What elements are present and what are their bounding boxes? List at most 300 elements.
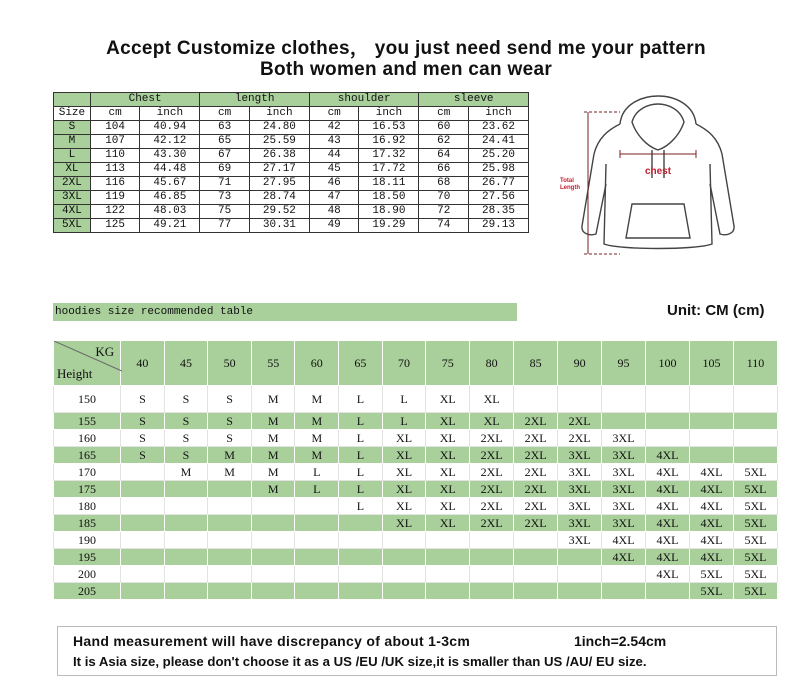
- size-cell: [121, 583, 165, 600]
- size-cell: 3XL: [558, 532, 602, 549]
- size-cell: M: [295, 430, 339, 447]
- size-cell: [602, 566, 646, 583]
- size-cell: [646, 413, 690, 430]
- size-cell: M: [208, 447, 252, 464]
- size-cell: 2XL: [514, 498, 558, 515]
- table-row: [54, 135, 529, 149]
- size-cell: [251, 566, 295, 583]
- size-cell: 2XL: [514, 481, 558, 498]
- size-cell: [339, 583, 383, 600]
- weight-header: 70: [382, 341, 426, 386]
- size-cell: [602, 583, 646, 600]
- size-value: 113: [90, 163, 140, 177]
- size-value: 45.67: [140, 177, 200, 191]
- size-cell: 4XL: [689, 464, 733, 481]
- size-cell: [295, 532, 339, 549]
- size-cell: L: [339, 413, 383, 430]
- size-cell: M: [295, 386, 339, 413]
- size-cell: 3XL: [558, 464, 602, 481]
- size-value: 26.77: [468, 177, 528, 191]
- size-group-header: shoulder: [309, 93, 419, 107]
- size-cell: L: [382, 413, 426, 430]
- height-value: 170: [54, 464, 121, 481]
- size-cell: [251, 532, 295, 549]
- size-value: 122: [90, 205, 140, 219]
- size-cell: S: [164, 413, 208, 430]
- table-row: [54, 481, 778, 498]
- size-chart-table: [53, 92, 529, 233]
- total-length-label: Total: [560, 178, 574, 184]
- note-discrepancy: Hand measurement will have discrepancy of about 1-3cm: [73, 633, 471, 649]
- size-cell: [514, 386, 558, 413]
- weight-header: 90: [558, 341, 602, 386]
- size-group-header: Chest: [90, 93, 200, 107]
- size-cell: 3XL: [558, 447, 602, 464]
- size-cell: XL: [426, 447, 470, 464]
- size-cell: XL: [426, 498, 470, 515]
- size-cell: [602, 386, 646, 413]
- size-name: M: [54, 135, 91, 149]
- height-value: 180: [54, 498, 121, 515]
- size-group-header: sleeve: [419, 93, 529, 107]
- size-cell: L: [339, 447, 383, 464]
- size-cell: M: [295, 413, 339, 430]
- table-row: [54, 515, 778, 532]
- size-value: 47: [309, 191, 359, 205]
- size-value: 46: [309, 177, 359, 191]
- table-row: [54, 549, 778, 566]
- size-cell: XL: [426, 464, 470, 481]
- size-cell: [426, 532, 470, 549]
- size-value: 44: [309, 149, 359, 163]
- weight-header: 65: [339, 341, 383, 386]
- table-row: [54, 532, 778, 549]
- size-cell: M: [164, 464, 208, 481]
- size-cell: S: [208, 430, 252, 447]
- size-cell: [121, 532, 165, 549]
- size-cell: L: [339, 430, 383, 447]
- size-value: 28.74: [249, 191, 309, 205]
- size-cell: [164, 515, 208, 532]
- table-row: [54, 205, 529, 219]
- page-subtitle: Both women and men can wear: [259, 59, 553, 80]
- height-value: 175: [54, 481, 121, 498]
- size-value: 40.94: [140, 121, 200, 135]
- size-cell: [514, 583, 558, 600]
- height-label: Height: [57, 366, 93, 381]
- size-value: 45: [309, 163, 359, 177]
- size-cell: 5XL: [689, 583, 733, 600]
- size-name: S: [54, 121, 91, 135]
- unit-header: inch: [249, 107, 309, 121]
- size-cell: [733, 447, 777, 464]
- size-cell: 5XL: [733, 549, 777, 566]
- size-cell: [208, 583, 252, 600]
- size-cell: 4XL: [689, 481, 733, 498]
- total-length-label-2: Length: [560, 185, 580, 191]
- size-cell: [733, 430, 777, 447]
- size-value: 46.85: [140, 191, 200, 205]
- size-cell: L: [295, 481, 339, 498]
- size-recommendation-table: [53, 340, 778, 600]
- size-cell: [382, 532, 426, 549]
- size-cell: XL: [426, 386, 470, 413]
- size-value: 49: [309, 219, 359, 233]
- height-value: 190: [54, 532, 121, 549]
- unit-header: cm: [90, 107, 140, 121]
- size-cell: [646, 386, 690, 413]
- size-value: 30.31: [249, 219, 309, 233]
- size-value: 16.92: [359, 135, 419, 149]
- size-cell: M: [208, 464, 252, 481]
- size-cell: [514, 549, 558, 566]
- size-cell: 2XL: [514, 515, 558, 532]
- size-cell: [689, 413, 733, 430]
- size-cell: M: [251, 447, 295, 464]
- size-cell: L: [382, 386, 426, 413]
- hoodie-icon: [560, 94, 756, 262]
- weight-header: 55: [251, 341, 295, 386]
- size-cell: L: [339, 386, 383, 413]
- size-cell: [382, 583, 426, 600]
- recommended-table-title: hoodies size recommended table: [53, 303, 517, 321]
- size-cell: 4XL: [646, 566, 690, 583]
- size-cell: 2XL: [470, 447, 514, 464]
- size-cell: [208, 549, 252, 566]
- size-cell: 4XL: [646, 515, 690, 532]
- size-cell: S: [208, 413, 252, 430]
- size-cell: [558, 566, 602, 583]
- weight-header: 100: [646, 341, 690, 386]
- unit-header: cm: [419, 107, 469, 121]
- size-value: 77: [200, 219, 250, 233]
- size-cell: 4XL: [689, 549, 733, 566]
- height-value: 185: [54, 515, 121, 532]
- size-cell: [164, 532, 208, 549]
- size-cell: [251, 583, 295, 600]
- size-cell: XL: [470, 413, 514, 430]
- size-cell: 3XL: [558, 515, 602, 532]
- size-cell: [602, 413, 646, 430]
- table-row: [54, 177, 529, 191]
- size-cell: 4XL: [602, 549, 646, 566]
- weight-header: 80: [470, 341, 514, 386]
- size-cell: XL: [426, 515, 470, 532]
- table-row: [54, 386, 778, 413]
- height-value: 150: [54, 386, 121, 413]
- size-cell: 3XL: [602, 430, 646, 447]
- size-cell: XL: [382, 498, 426, 515]
- size-cell: [339, 532, 383, 549]
- size-cell: [295, 566, 339, 583]
- weight-header: 95: [602, 341, 646, 386]
- chest-label: chest: [644, 166, 672, 177]
- size-cell: XL: [382, 447, 426, 464]
- size-value: 104: [90, 121, 140, 135]
- kg-label: KG: [95, 344, 115, 359]
- size-cell: 5XL: [733, 464, 777, 481]
- height-value: 205: [54, 583, 121, 600]
- size-cell: 2XL: [470, 481, 514, 498]
- size-value: 43: [309, 135, 359, 149]
- size-value: 110: [90, 149, 140, 163]
- size-cell: 5XL: [733, 532, 777, 549]
- size-value: 28.35: [468, 205, 528, 219]
- size-cell: 2XL: [514, 447, 558, 464]
- size-value: 17.32: [359, 149, 419, 163]
- size-value: 27.56: [468, 191, 528, 205]
- size-cell: [426, 549, 470, 566]
- size-value: 67: [200, 149, 250, 163]
- size-cell: 3XL: [602, 515, 646, 532]
- weight-header: 60: [295, 341, 339, 386]
- size-cell: [208, 498, 252, 515]
- table-row: [54, 413, 778, 430]
- size-value: 25.59: [249, 135, 309, 149]
- size-value: 42: [309, 121, 359, 135]
- size-cell: [164, 566, 208, 583]
- note-asia-size: It is Asia size, please don't choose it as a US /EU /UK size,it is smaller than US /AU/ EU size.: [73, 654, 647, 669]
- size-cell: [121, 481, 165, 498]
- size-value: 107: [90, 135, 140, 149]
- size-cell: XL: [382, 430, 426, 447]
- size-value: 43.30: [140, 149, 200, 163]
- size-value: 119: [90, 191, 140, 205]
- size-value: 69: [200, 163, 250, 177]
- size-cell: [733, 413, 777, 430]
- size-value: 42.12: [140, 135, 200, 149]
- size-cell: [295, 498, 339, 515]
- size-cell: [558, 583, 602, 600]
- size-cell: 5XL: [733, 515, 777, 532]
- size-cell: [689, 447, 733, 464]
- size-cell: [121, 498, 165, 515]
- size-cell: S: [164, 386, 208, 413]
- size-cell: M: [251, 386, 295, 413]
- height-value: 160: [54, 430, 121, 447]
- size-cell: 4XL: [646, 447, 690, 464]
- size-cell: [646, 583, 690, 600]
- size-cell: M: [251, 430, 295, 447]
- size-name: L: [54, 149, 91, 163]
- size-cell: [164, 498, 208, 515]
- size-name: XL: [54, 163, 91, 177]
- size-cell: 2XL: [470, 498, 514, 515]
- size-value: 64: [419, 149, 469, 163]
- size-cell: [558, 386, 602, 413]
- height-value: 155: [54, 413, 121, 430]
- size-cell: [470, 583, 514, 600]
- weight-header: 110: [733, 341, 777, 386]
- size-name: 5XL: [54, 219, 91, 233]
- size-cell: 4XL: [602, 532, 646, 549]
- table-row: [54, 464, 778, 481]
- size-name: 3XL: [54, 191, 91, 205]
- size-cell: [251, 515, 295, 532]
- size-cell: 2XL: [470, 464, 514, 481]
- size-cell: 3XL: [602, 481, 646, 498]
- size-value: 73: [200, 191, 250, 205]
- size-cell: 5XL: [733, 498, 777, 515]
- size-cell: [295, 515, 339, 532]
- size-cell: M: [295, 447, 339, 464]
- size-value: 18.50: [359, 191, 419, 205]
- unit-header: inch: [359, 107, 419, 121]
- size-cell: [164, 549, 208, 566]
- size-value: 71: [200, 177, 250, 191]
- size-cell: S: [164, 447, 208, 464]
- table-row: [54, 219, 529, 233]
- unit-header: cm: [309, 107, 359, 121]
- size-cell: 4XL: [646, 549, 690, 566]
- table-row: [54, 430, 778, 447]
- unit-header: inch: [468, 107, 528, 121]
- size-cell: 2XL: [514, 430, 558, 447]
- size-cell: 2XL: [558, 413, 602, 430]
- size-cell: XL: [382, 464, 426, 481]
- size-cell: L: [339, 498, 383, 515]
- weight-header: 40: [121, 341, 165, 386]
- unit-header: cm: [200, 107, 250, 121]
- size-cell: 3XL: [602, 498, 646, 515]
- size-cell: M: [251, 413, 295, 430]
- size-value: 27.95: [249, 177, 309, 191]
- size-cell: L: [295, 464, 339, 481]
- size-cell: XL: [470, 386, 514, 413]
- size-cell: 3XL: [558, 481, 602, 498]
- size-value: 29.52: [249, 205, 309, 219]
- size-value: 62: [419, 135, 469, 149]
- size-cell: [208, 481, 252, 498]
- size-cell: [121, 549, 165, 566]
- size-cell: [339, 566, 383, 583]
- size-cell: 3XL: [602, 447, 646, 464]
- size-value: 18.90: [359, 205, 419, 219]
- size-cell: [339, 549, 383, 566]
- size-cell: [426, 583, 470, 600]
- size-value: 48.03: [140, 205, 200, 219]
- size-value: 70: [419, 191, 469, 205]
- size-cell: 4XL: [646, 498, 690, 515]
- size-name: 4XL: [54, 205, 91, 219]
- size-cell: [426, 566, 470, 583]
- size-cell: 2XL: [558, 430, 602, 447]
- size-cell: 5XL: [733, 566, 777, 583]
- size-cell: XL: [382, 481, 426, 498]
- size-value: 29.13: [468, 219, 528, 233]
- size-cell: [470, 532, 514, 549]
- size-value: 23.62: [468, 121, 528, 135]
- size-value: 125: [90, 219, 140, 233]
- page-title: Accept Customize clothes， you just need send me your pattern: [106, 38, 706, 59]
- size-value: 27.17: [249, 163, 309, 177]
- table-row: [54, 191, 529, 205]
- unit-label: Unit: CM (cm): [667, 302, 765, 319]
- size-cell: L: [339, 481, 383, 498]
- size-cell: XL: [426, 430, 470, 447]
- size-cell: [514, 566, 558, 583]
- table-row: [54, 566, 778, 583]
- weight-header: 75: [426, 341, 470, 386]
- size-cell: [208, 566, 252, 583]
- size-cell: 4XL: [646, 481, 690, 498]
- size-cell: [164, 481, 208, 498]
- size-cell: [121, 566, 165, 583]
- weight-header: 50: [208, 341, 252, 386]
- size-cell: [121, 515, 165, 532]
- size-cell: XL: [382, 515, 426, 532]
- note-inch-conversion: 1inch=2.54cm: [574, 633, 667, 649]
- size-cell: M: [251, 481, 295, 498]
- size-cell: [164, 583, 208, 600]
- size-cell: [382, 566, 426, 583]
- height-value: 195: [54, 549, 121, 566]
- size-cell: [558, 549, 602, 566]
- size-cell: [339, 515, 383, 532]
- size-cell: S: [121, 413, 165, 430]
- size-value: 68: [419, 177, 469, 191]
- table-row: [54, 498, 778, 515]
- size-name: 2XL: [54, 177, 91, 191]
- size-cell: S: [121, 386, 165, 413]
- size-label-header: Size: [54, 107, 91, 121]
- size-cell: 4XL: [689, 532, 733, 549]
- size-cell: [251, 498, 295, 515]
- size-cell: [470, 566, 514, 583]
- height-value: 200: [54, 566, 121, 583]
- size-cell: 2XL: [514, 464, 558, 481]
- weight-header: 105: [689, 341, 733, 386]
- size-group-header: length: [200, 93, 310, 107]
- table-row: [54, 583, 778, 600]
- size-value: 24.80: [249, 121, 309, 135]
- size-cell: [470, 549, 514, 566]
- size-cell: 5XL: [733, 583, 777, 600]
- size-cell: 5XL: [733, 481, 777, 498]
- table-row: [54, 163, 529, 177]
- size-cell: 5XL: [689, 566, 733, 583]
- table-row: [54, 121, 529, 135]
- size-value: 24.41: [468, 135, 528, 149]
- hoodie-diagram: [560, 94, 756, 262]
- size-value: 25.98: [468, 163, 528, 177]
- size-value: 75: [200, 205, 250, 219]
- size-cell: [121, 464, 165, 481]
- size-value: 63: [200, 121, 250, 135]
- size-cell: S: [121, 430, 165, 447]
- size-value: 74: [419, 219, 469, 233]
- size-cell: [514, 532, 558, 549]
- size-cell: [646, 430, 690, 447]
- size-value: 18.11: [359, 177, 419, 191]
- size-cell: [251, 549, 295, 566]
- size-cell: XL: [426, 413, 470, 430]
- size-value: 65: [200, 135, 250, 149]
- size-cell: [689, 386, 733, 413]
- size-cell: S: [121, 447, 165, 464]
- size-value: 49.21: [140, 219, 200, 233]
- size-value: 72: [419, 205, 469, 219]
- table-row: [54, 447, 778, 464]
- size-cell: M: [251, 464, 295, 481]
- size-value: 26.38: [249, 149, 309, 163]
- unit-header: inch: [140, 107, 200, 121]
- size-cell: [689, 430, 733, 447]
- size-cell: 4XL: [646, 532, 690, 549]
- size-cell: [208, 515, 252, 532]
- size-cell: [295, 583, 339, 600]
- size-cell: 2XL: [470, 430, 514, 447]
